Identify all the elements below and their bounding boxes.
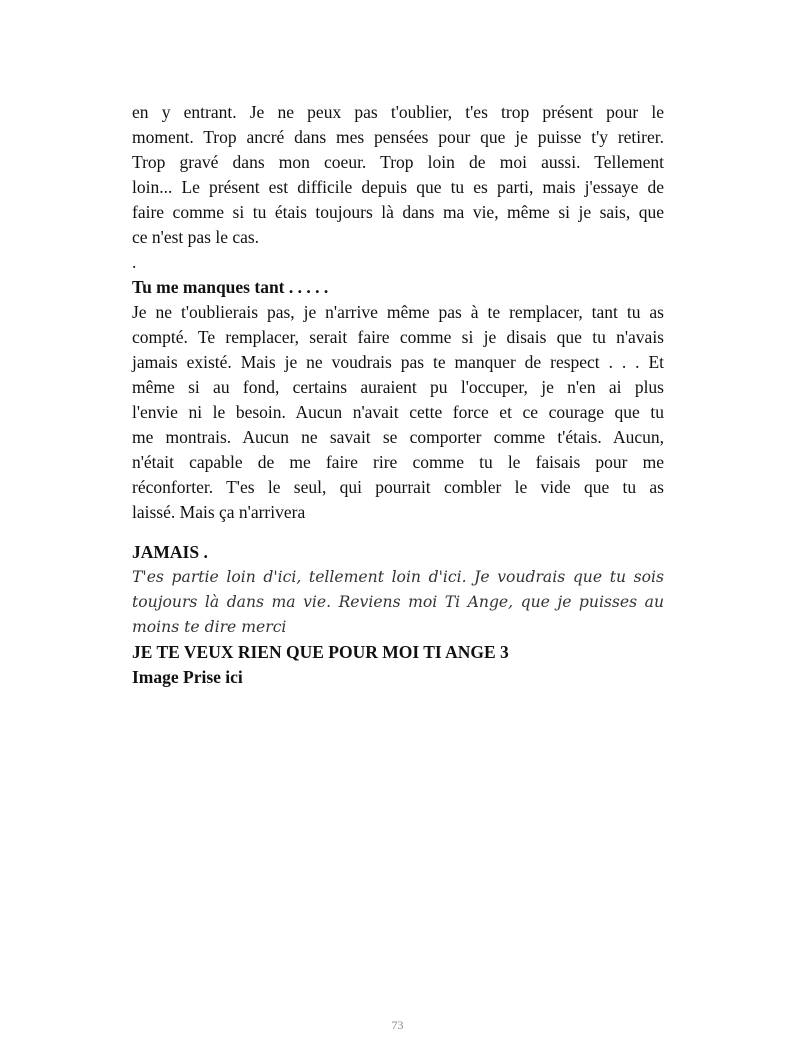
page-number: 73 (391, 1018, 404, 1032)
text-line: loin... Le présent est difficile depuis que tu es parti, mais j'essaye de (132, 177, 664, 197)
heading-jamais: JAMAIS . (132, 542, 208, 562)
text-line: moment. Trop ancré dans mes pensées pour que je puisse t'y retirer. (132, 127, 664, 147)
text-line: l'envie ni le besoin. Aucun n'avait cette force et ce courage que tu (132, 402, 664, 422)
heading-je-te-veux: JE TE VEUX RIEN QUE POUR MOI TI ANGE 3 (132, 642, 509, 662)
separator-dot: . (132, 252, 137, 272)
heading-tu-me-manques: Tu me manques tant . . . . . (132, 277, 329, 297)
text-line: réconforter. T'es le seul, qui pourrait combler le vide que tu as (132, 477, 664, 497)
text-line: compté. Te remplacer, serait faire comme si je disais que tu n'avais (132, 327, 664, 347)
text-line: me montrais. Aucun ne savait se comporter comme t'étais. Aucun, (132, 427, 664, 447)
paragraph-2 (132, 300, 664, 525)
text-line: ce n'est pas le cas. (132, 227, 260, 247)
text-line: faire comme si tu étais toujours là dans ma vie, même si je sais, que (132, 202, 664, 222)
text-line: même si au fond, certains auraient pu l'occuper, je n'en ai plus (132, 377, 664, 397)
paragraph-1 (132, 100, 664, 250)
text-line: Je ne t'oublierais pas, je n'arrive même pas à te remplacer, tant tu as (132, 302, 664, 322)
heading-image-prise-ici: Image Prise ici (132, 667, 243, 687)
italic-line: T'es partie loin d'ici, tellement loin d'ici. Je voudrais que tu sois (132, 568, 664, 586)
italic-line: moins te dire merci (132, 618, 287, 636)
italic-paragraph (132, 565, 664, 640)
text-line: Trop gravé dans mon coeur. Trop loin de moi aussi. Tellement (132, 152, 664, 172)
text-line: laissé. Mais ça n'arrivera (132, 502, 306, 522)
text-line: jamais existé. Mais je ne voudrais pas te manquer de respect . . . Et (132, 352, 664, 372)
text-line: n'était capable de me faire rire comme tu le faisais pour me (132, 452, 664, 472)
paragraph-gap (132, 525, 664, 540)
text-line: en y entrant. Je ne peux pas t'oublier, t'es trop présent pour le (132, 102, 664, 122)
italic-line: toujours là dans ma vie. Reviens moi Ti Ange, que je puisses au (132, 593, 664, 611)
document-page (132, 100, 664, 690)
